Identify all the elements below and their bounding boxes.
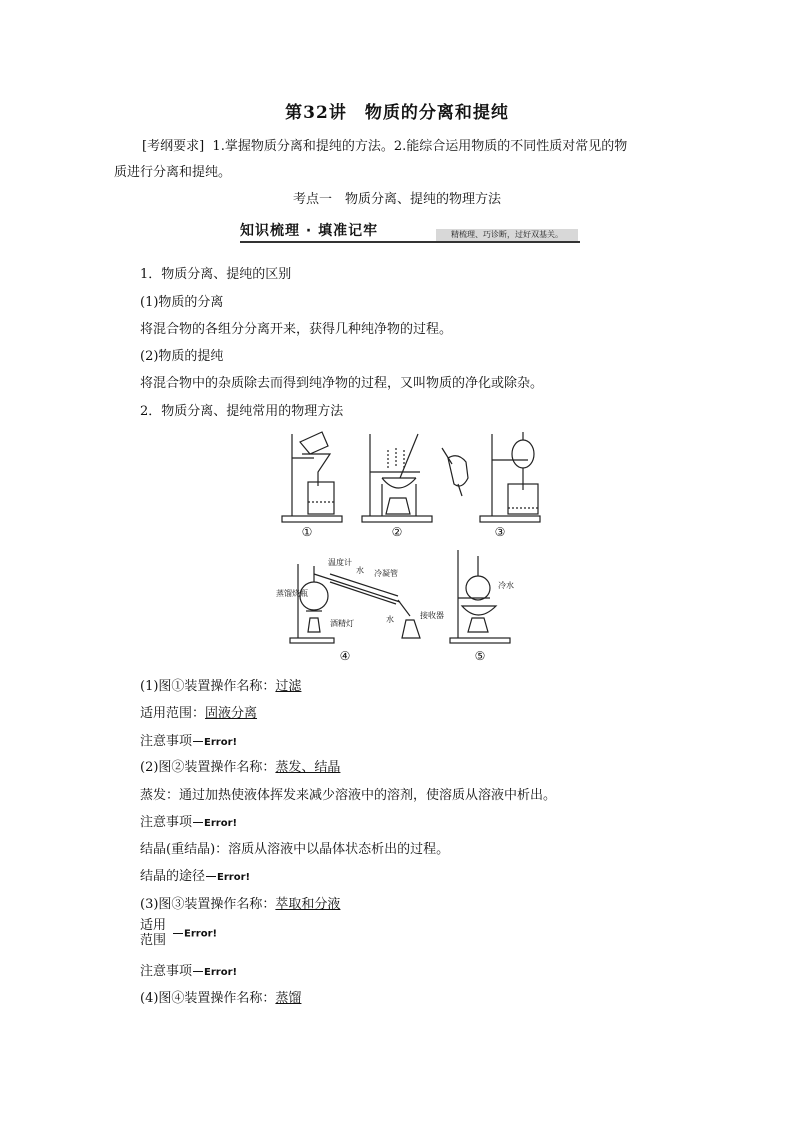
distillation-apparatus — [290, 564, 420, 643]
sec1-sub1: (1)物质的分离 — [140, 295, 224, 310]
page-title — [0, 98, 794, 123]
sec1-text1: 将混合物的各组分分离开来，获得几种纯净物的过程。 — [140, 322, 453, 337]
scope3-label — [140, 918, 166, 948]
scope1-line — [140, 702, 257, 721]
fig-label-3: ③ — [494, 525, 506, 539]
scope3-label-b: 范围 — [140, 933, 167, 948]
syllabus-requirements — [114, 134, 684, 186]
label-cold-water: 冷水 — [498, 581, 514, 590]
evap-line: 蒸发：通过加热使液体挥发来减少溶液中的溶剂，使溶质从溶液中析出。 — [140, 788, 557, 803]
note2-line — [140, 811, 237, 830]
op3-line — [140, 893, 340, 912]
scope1-answer: 固液分离 — [205, 706, 258, 721]
evaporation-apparatus — [362, 434, 432, 522]
note3-label: 注意事项 — [140, 964, 193, 979]
note2-error: Error! — [204, 818, 238, 829]
banner-heading: 知识梳理 · 填准记牢 — [240, 223, 379, 239]
filtration-apparatus — [282, 432, 342, 522]
sec2-title: 2．物质分离、提纯常用的物理方法 — [140, 404, 344, 419]
knowledge-banner — [240, 220, 580, 244]
extraction-apparatus — [442, 432, 540, 522]
label-flask: 蒸馏烧瓶 — [276, 589, 308, 598]
sec1-text2: 将混合物中的杂质除去而得到纯净物的过程，又叫物质的净化或除杂。 — [140, 376, 544, 391]
lecture-number: 第32讲 — [285, 103, 347, 123]
section-heading: 考点一 物质分离、提纯的物理方法 — [292, 192, 501, 207]
fig-label-4: ④ — [339, 649, 351, 663]
apparatus-figure — [270, 428, 560, 668]
sec1-sub2: (2)物质的提纯 — [140, 349, 224, 364]
requirements-tag: [考纲要求] — [142, 139, 205, 154]
note3-line — [140, 960, 237, 979]
fig-label-2: ② — [391, 525, 403, 539]
op1-answer: 过滤 — [275, 679, 302, 694]
banner-rule — [240, 241, 580, 243]
fig-label-1: ① — [301, 525, 313, 539]
op3-prefix: (3)图③装置操作名称： — [140, 897, 276, 912]
op4-prefix: (4)图④装置操作名称： — [140, 991, 276, 1006]
cryst-way-label: 结晶的途径 — [140, 869, 206, 884]
scope3-error: Error! — [184, 928, 218, 940]
op1-line — [140, 675, 301, 694]
op2-answer: 蒸发、结晶 — [275, 760, 341, 775]
cryst-line: 结晶(重结晶)：溶质从溶液中以晶体状态析出的过程。 — [140, 842, 450, 857]
cryst-way-line — [140, 865, 250, 884]
op2-prefix: (2)图②装置操作名称： — [140, 760, 276, 775]
note2-label: 注意事项 — [140, 815, 193, 830]
scope3-label-a: 适用 — [140, 918, 167, 933]
label-water-in: 水 — [356, 566, 364, 575]
fig-label-5: ⑤ — [474, 649, 486, 663]
requirements-line1: 1.掌握物质分离和提纯的方法。2.能综合运用物质的不同性质对常见的物 — [212, 139, 628, 154]
op2-line — [140, 756, 340, 775]
sec1-title: 1．物质分离、提纯的区别 — [140, 267, 292, 282]
label-condenser: 冷凝管 — [374, 569, 398, 578]
label-water-out: 水 — [386, 615, 394, 624]
banner-note: 精梳理、巧诊断，过好双基关。 — [436, 229, 578, 241]
scope3-line — [140, 918, 217, 948]
cryst-way-error: Error! — [217, 872, 251, 883]
op1-prefix: (1)图①装置操作名称： — [140, 679, 276, 694]
note1-error: Error! — [204, 737, 238, 748]
op4-line — [140, 987, 301, 1006]
note3-error: Error! — [204, 967, 238, 978]
label-receiver: 接收器 — [420, 611, 444, 620]
note1-label: 注意事项 — [140, 734, 193, 749]
op3-answer: 萃取和分液 — [275, 897, 341, 912]
lecture-topic: 物质的分离和提纯 — [364, 103, 509, 123]
op4-answer: 蒸馏 — [275, 991, 302, 1006]
label-thermometer: 温度计 — [328, 558, 352, 567]
scope1-prefix: 适用范围： — [140, 706, 206, 721]
label-lamp: 酒精灯 — [330, 619, 354, 628]
requirements-line2: 质进行分离和提纯。 — [114, 165, 232, 180]
note1-line — [140, 730, 237, 749]
cooling-apparatus — [450, 550, 510, 643]
